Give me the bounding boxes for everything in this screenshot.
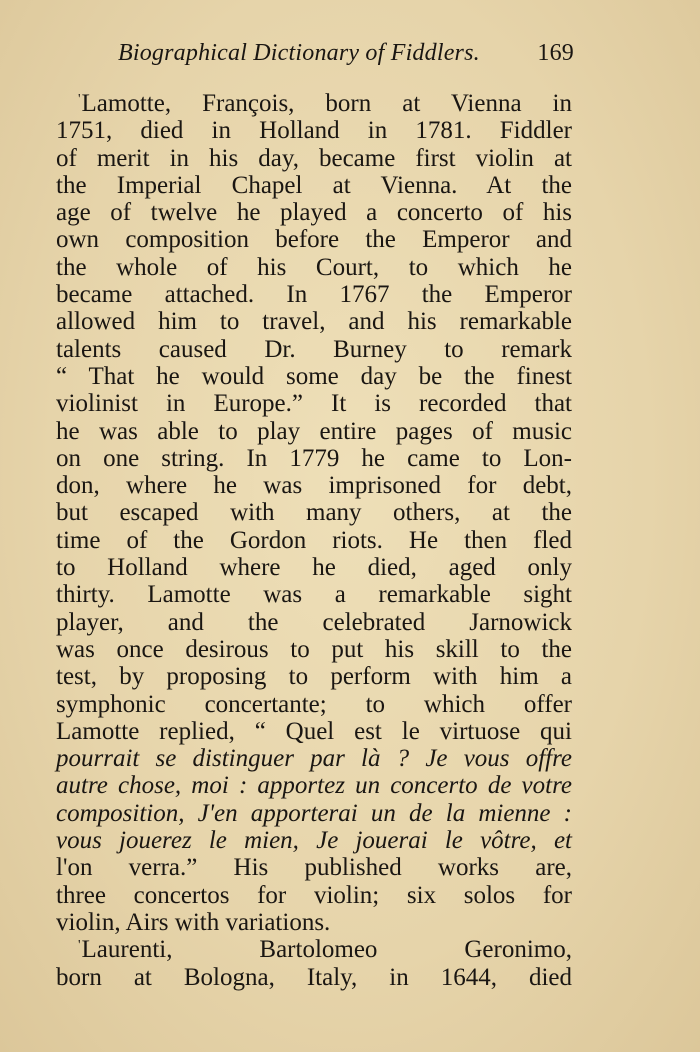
text-line: was once desirous to put his skill to the bbox=[56, 635, 572, 663]
body-text bbox=[56, 90, 572, 991]
text-line: symphonic concertante; to which offer bbox=[56, 690, 572, 718]
running-head bbox=[118, 40, 574, 80]
text-line: to Holland where he died, aged only bbox=[56, 554, 572, 582]
text-line: violinist in Europe.” It is recorded that bbox=[56, 390, 572, 418]
text-line: l'on verra.” His published works are, bbox=[56, 854, 572, 882]
text-line: don, where he was imprisoned for debt, bbox=[56, 472, 572, 500]
text-line: the whole of his Court, to which he bbox=[56, 253, 572, 281]
text-line: allowed him to travel, and his remarkable bbox=[56, 308, 572, 336]
text-line: became attached. In 1767 the Emperor bbox=[56, 281, 572, 309]
text-line: own composition before the Emperor and bbox=[56, 226, 572, 254]
text-line: of merit in his day, became first violin at bbox=[56, 144, 572, 172]
text-line: player, and the celebrated Jarnowick bbox=[56, 608, 572, 636]
text-line-italic: pourrait se distinguer par là ? Je vous offre bbox=[56, 745, 572, 773]
text-line: the Imperial Chapel at Vienna. At the bbox=[56, 171, 572, 199]
text-line: he was able to play entire pages of music bbox=[56, 417, 572, 445]
text-line: 'Lamotte, François, born at Vienna in bbox=[78, 90, 572, 117]
text-line: talents caused Dr. Burney to remark bbox=[56, 335, 572, 363]
text-line: but escaped with many others, at the bbox=[56, 499, 572, 527]
text-line-italic: autre chose, moi : apportez un concerto de votre bbox=[56, 772, 572, 800]
text-line: time of the Gordon riots. He then fled bbox=[56, 526, 572, 554]
entry-marker: ' bbox=[78, 92, 81, 107]
text-line: born at Bologna, Italy, in 1644, died bbox=[56, 963, 572, 991]
text-line-italic: vous jouerez le mien, Je jouerai le vôtre, et bbox=[56, 827, 572, 855]
text-line-italic: composition, J'en apporterai un de la mienne : bbox=[56, 799, 572, 827]
text-line: age of twelve he played a concerto of his bbox=[56, 199, 572, 227]
running-head-title: Biographical Dictionary of Fiddlers. bbox=[118, 40, 480, 66]
entry-marker: ' bbox=[78, 938, 81, 954]
text-line: thirty. Lamotte was a remarkable sight bbox=[56, 581, 572, 609]
text-line: “ That he would some day be the finest bbox=[56, 362, 572, 390]
text-line: 1751, died in Holland in 1781. Fiddler bbox=[56, 117, 572, 145]
text-line: violin, Airs with variations. bbox=[56, 908, 331, 936]
text-line: 'Laurenti, Bartolomeo Geronimo, bbox=[78, 936, 572, 964]
text-line: Lamotte replied, “ Quel est le virtuose qui bbox=[56, 717, 572, 745]
text-line: three concertos for violin; six solos for bbox=[56, 881, 572, 909]
text-line: on one string. In 1779 he came to Lon- bbox=[56, 444, 572, 472]
text-line: test, by proposing to perform with him a bbox=[56, 663, 572, 691]
page-number: 169 bbox=[537, 40, 574, 66]
